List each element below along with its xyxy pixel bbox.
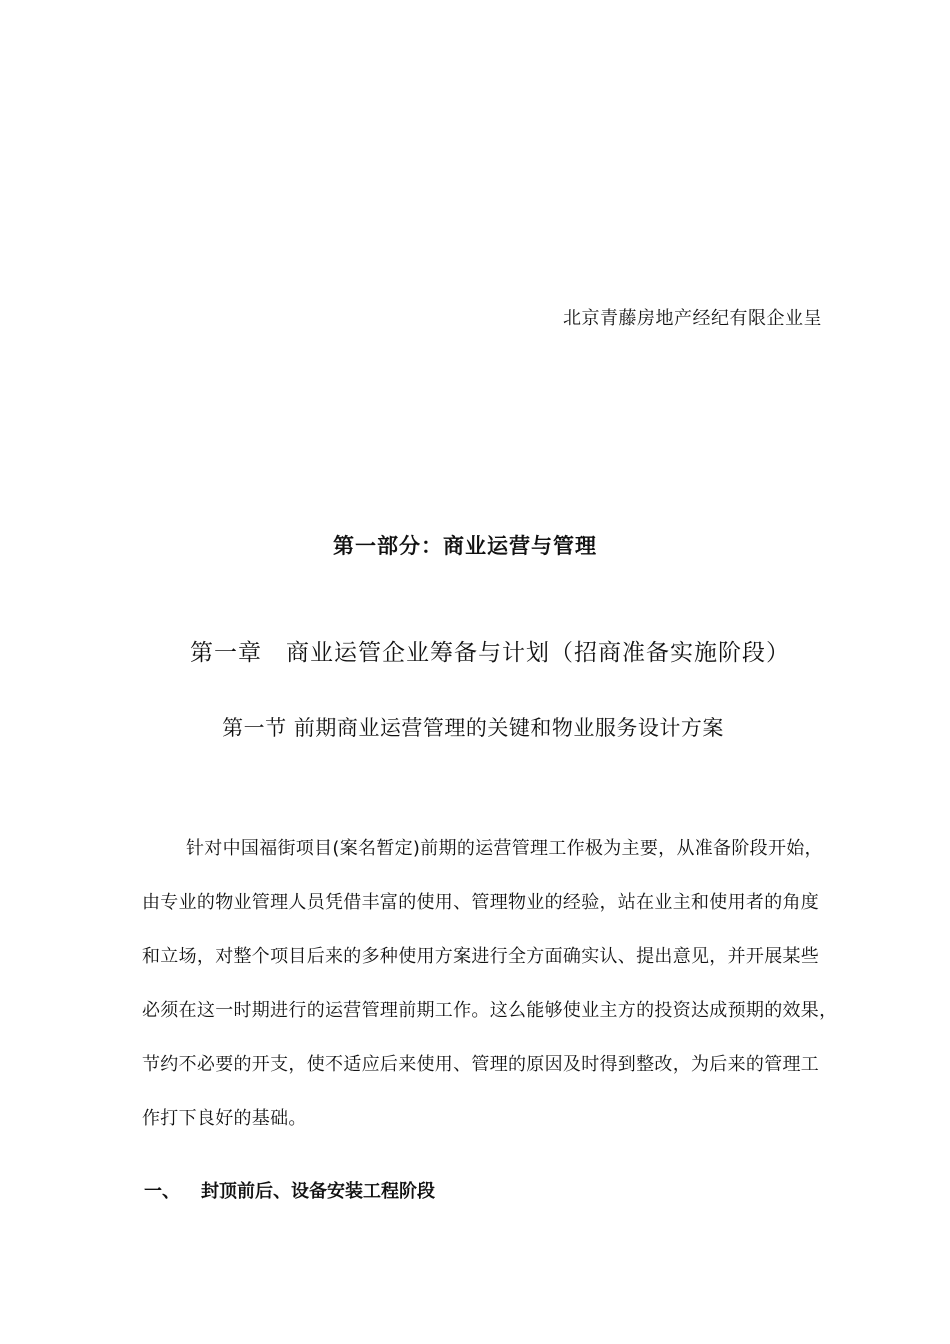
chapter-title: 第一章 商业运管企业筹备与计划（招商准备实施阶段） [190, 640, 790, 666]
company-signature-line: 北京青藤房地产经纪有限企业呈 [563, 308, 822, 329]
paragraph-line: 和立场，对整个项目后来的多种使用方案进行全方面确实认、提出意见，并开展某些 [142, 946, 820, 967]
section-title: 第一节 前期商业运营管理的关键和物业服务设计方案 [222, 716, 724, 740]
paragraph-line: 节约不必要的开支，使不适应后来使用、管理的原因及时得到整改，为后来的管理工 [142, 1054, 820, 1075]
subheading-number: 一、 [144, 1181, 180, 1202]
subheading [144, 1177, 435, 1203]
paragraph-line: 作打下良好的基础。 [142, 1108, 307, 1129]
paragraph-line: 针对中国福街项目(案名暂定)前期的运营管理工作极为主要，从准备阶段开始， [186, 838, 823, 859]
paragraph-line: 由专业的物业管理人员凭借丰富的使用、管理物业的经验，站在业主和使用者的角度 [142, 892, 820, 913]
subheading-text: 封顶前后、设备安装工程阶段 [201, 1181, 435, 1202]
part-title: 第一部分：商业运营与管理 [333, 534, 597, 558]
paragraph-line: 必须在这一时期进行的运营管理前期工作。这么能够使业主方的投资达成预期的效果， [142, 1000, 838, 1021]
body-paragraph [142, 826, 862, 1150]
